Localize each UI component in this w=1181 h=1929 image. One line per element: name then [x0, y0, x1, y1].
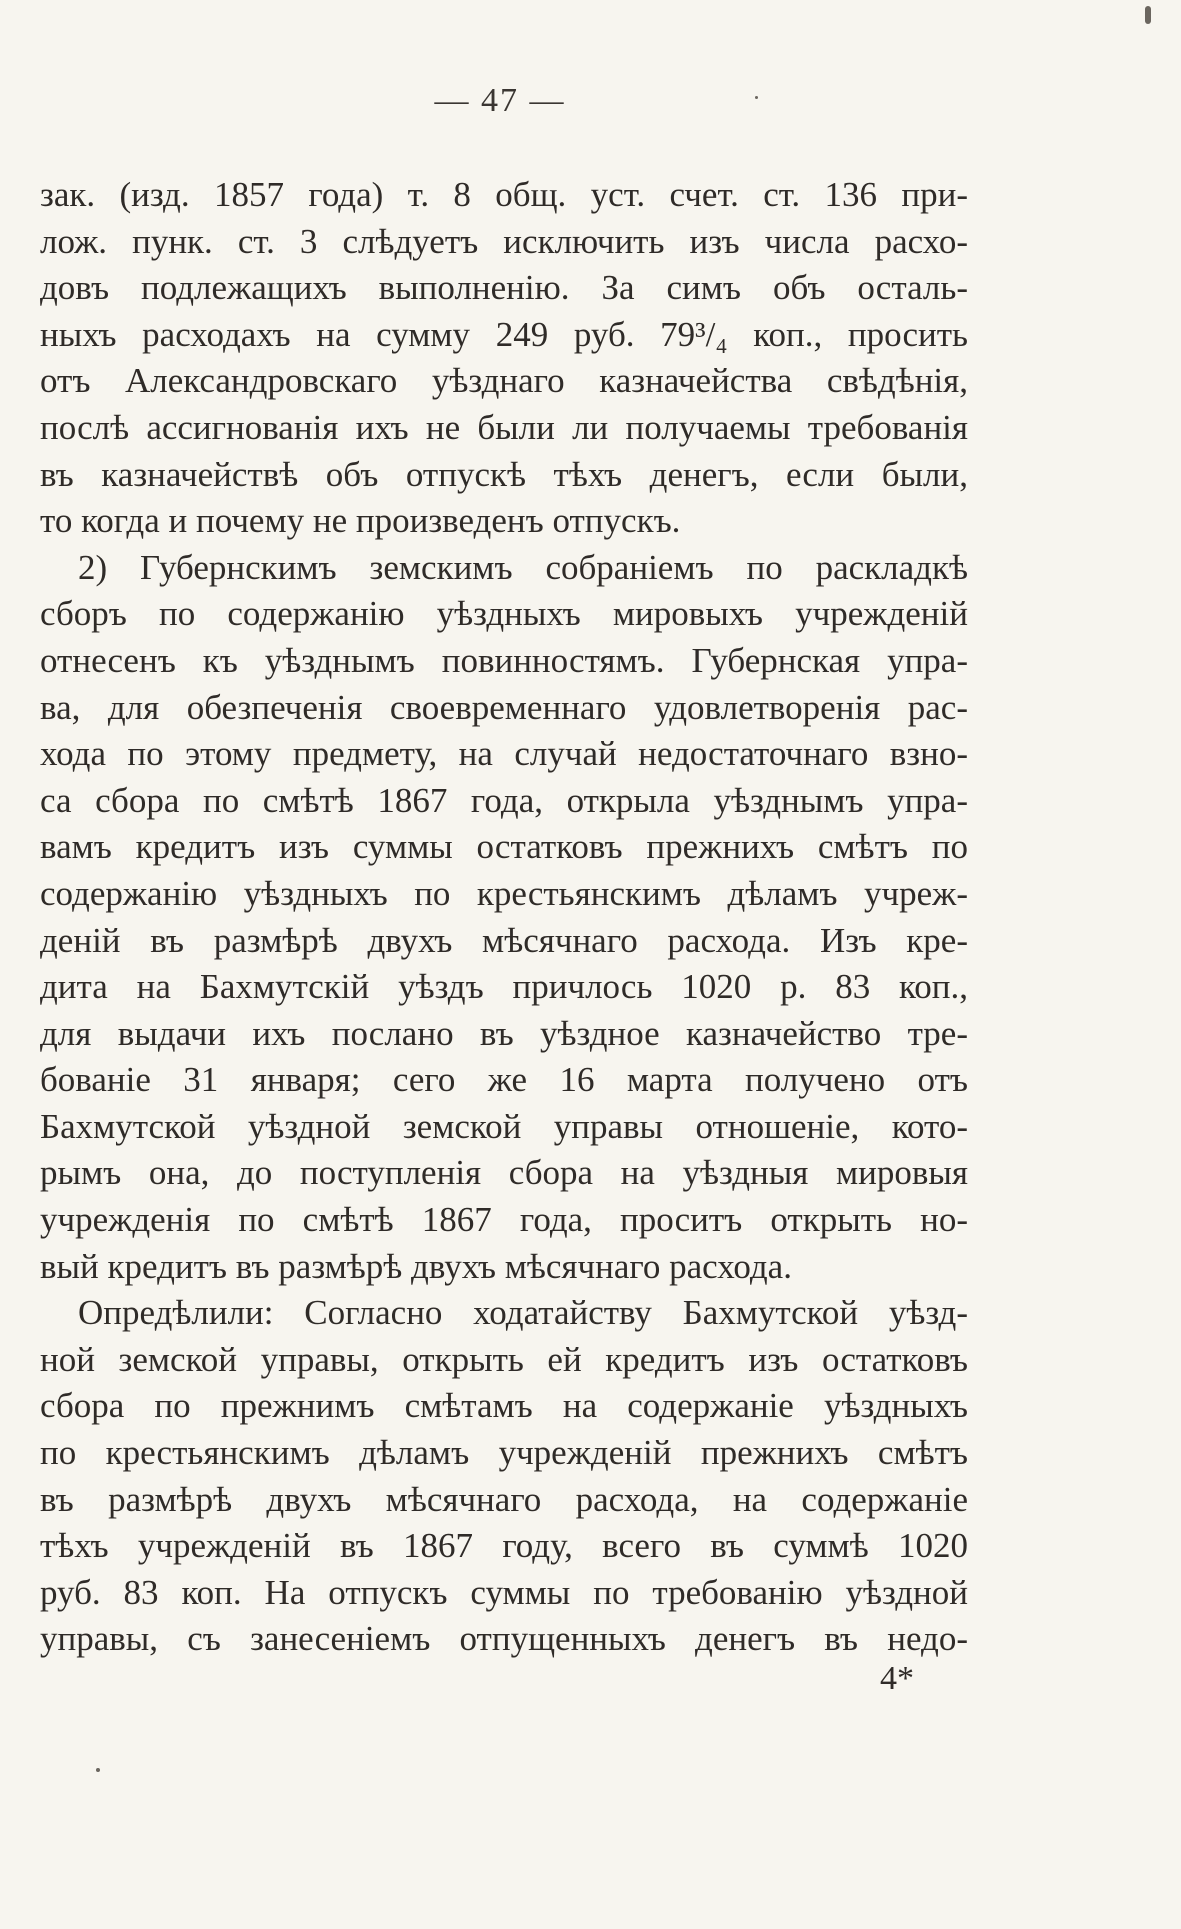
text-line: вамъ кредитъ изъ суммы остатковъ прежнихъ смѣтъ по: [40, 827, 968, 867]
text-line: руб. 83 коп. На отпускъ суммы по требованію уѣздной: [40, 1572, 968, 1612]
text-line: 2) Губернскимъ земскимъ собраніемъ по раскладкѣ: [78, 547, 968, 587]
text-line: ва, для обезпеченія своевременнаго удовлетворенія рас-: [40, 687, 968, 727]
text-line: содержанію уѣздныхъ по крестьянскимъ дѣламъ учреж-: [40, 873, 968, 913]
text-line: рымъ она, до поступленія сбора на уѣздныя мировыя: [40, 1153, 968, 1193]
text-line: Опредѣлили: Согласно ходатайству Бахмутской уѣзд-: [78, 1293, 968, 1333]
text-line: деній въ размѣрѣ двухъ мѣсячнаго расхода. Изъ кре-: [40, 920, 968, 960]
text-line: ной земской управы, открыть ей кредитъ изъ остатковъ: [40, 1339, 968, 1379]
text-line: послѣ ассигнованія ихъ не были ли получаемы требованія: [40, 407, 968, 447]
body-text: [40, 172, 968, 1663]
text-line: въ размѣрѣ двухъ мѣсячнаго расхода, на содержаніе: [40, 1479, 968, 1519]
paper-speck: [755, 96, 758, 99]
printer-signature-mark: 4*: [880, 1660, 914, 1697]
text-line: довъ подлежащихъ выполненію. За симъ объ осталь-: [40, 268, 968, 308]
text-line: лож. пунк. ст. 3 слѣдуетъ исключить изъ числа расхо-: [40, 221, 968, 261]
text-line: са сбора по смѣтѣ 1867 года, открыла уѣзднымъ упра-: [40, 780, 968, 820]
text-line: сбора по прежнимъ смѣтамъ на содержаніе уѣздныхъ: [40, 1386, 968, 1426]
text-line: въ казначействѣ объ отпускѣ тѣхъ денегъ, если были,: [40, 454, 968, 494]
text-line: учрежденія по смѣтѣ 1867 года, проситъ открыть но-: [40, 1200, 968, 1240]
text-line: по крестьянскимъ дѣламъ учрежденій прежнихъ смѣтъ: [40, 1433, 968, 1473]
text-line: то когда и почему не произведенъ отпускъ.: [40, 501, 681, 541]
text-line: дита на Бахмутскій уѣздъ причлось 1020 р. 83 коп.,: [40, 967, 968, 1007]
paper-speck: [96, 1768, 100, 1772]
text-line: хода по этому предмету, на случай недостаточнаго взно-: [40, 734, 968, 774]
text-line: бованіе 31 января; сего же 16 марта получено отъ: [40, 1060, 968, 1100]
text-line: отнесенъ къ уѣзднымъ повинностямъ. Губернская упра-: [40, 640, 968, 680]
page-number: — 47 —: [434, 82, 566, 119]
text-line: тѣхъ учрежденій въ 1867 году, всего въ суммѣ 1020: [40, 1526, 968, 1566]
text-line: сборъ по содержанію уѣздныхъ мировыхъ учрежденій: [40, 594, 968, 634]
text-line: ныхъ расходахъ на сумму 249 руб. 79³/₄ коп., просить: [40, 314, 968, 354]
text-line: Бахмутской уѣздной земской управы отношеніе, кото-: [40, 1106, 968, 1146]
paper-speck: [1145, 6, 1151, 24]
text-line: вый кредитъ въ размѣрѣ двухъ мѣсячнаго расхода.: [40, 1246, 792, 1286]
text-line: для выдачи ихъ послано въ уѣздное казначейство тре-: [40, 1013, 968, 1053]
text-line: управы, съ занесеніемъ отпущенныхъ денегъ въ недо-: [40, 1619, 968, 1659]
text-line: отъ Александровскаго уѣзднаго казначейства свѣдѣнія,: [40, 361, 968, 401]
text-line: зак. (изд. 1857 года) т. 8 общ. уст. счет. ст. 136 при-: [40, 175, 968, 214]
